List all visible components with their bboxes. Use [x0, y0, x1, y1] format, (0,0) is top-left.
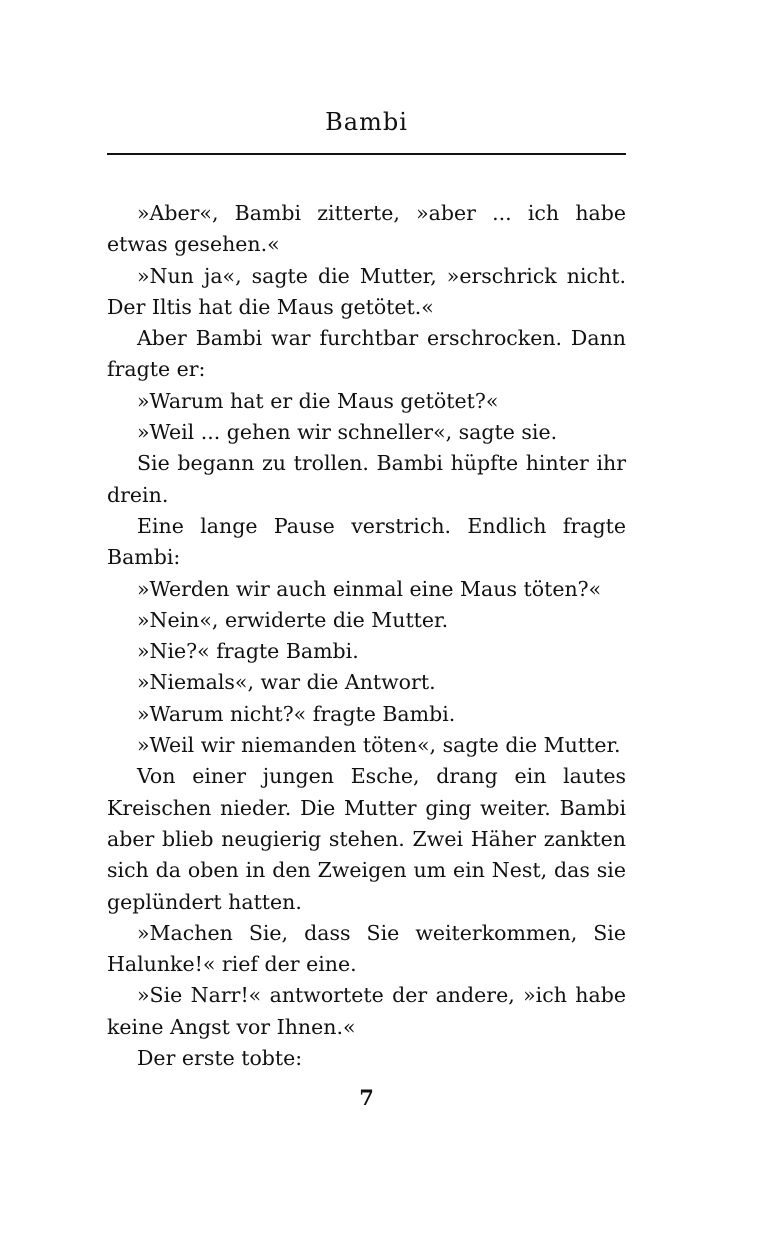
- paragraph: Eine lange Pause verstrich. Endlich fragte Bambi:: [107, 513, 626, 570]
- paragraph: Der erste tobte:: [137, 1046, 303, 1071]
- paragraph: »Weil ... gehen wir schneller«, sagte sie.: [137, 420, 558, 445]
- body-text: [107, 198, 626, 1074]
- paragraph: »Aber«, Bambi zitterte, »aber ... ich habe etwas gesehen.«: [107, 201, 626, 257]
- paragraph: Aber Bambi war furchtbar erschrocken. Dann fragte er:: [107, 326, 626, 382]
- paragraph: »Machen Sie, dass Sie weiterkommen, Sie Halunke!« rief der eine.: [107, 920, 626, 977]
- running-head: Bambi: [325, 108, 408, 136]
- paragraph: »Nun ja«, sagte die Mutter, »erschrick nicht. Der Iltis hat die Maus getötet.«: [107, 263, 626, 319]
- paragraph: Sie begann zu trollen. Bambi hüpfte hinter ihr drein.: [107, 451, 626, 507]
- paragraph: »Warum nicht?« fragte Bambi.: [137, 701, 456, 726]
- header-rule: [107, 153, 626, 155]
- paragraph: Von einer jungen Esche, drang ein lautes Kreischen nieder. Die Mutter ging weiter. Bambi aber blieb neugierig stehen. Zwei Häher zankten sich da oben in den Zweigen um ein Nest, das sie geplündert hatten.: [107, 764, 626, 914]
- paragraph: »Nie?« fragte Bambi.: [137, 639, 359, 664]
- paragraph: »Weil wir niemanden töten«, sagte die Mutter.: [137, 733, 621, 758]
- paragraph: »Sie Narr!« antwortete der andere, »ich habe keine Angst vor Ihnen.«: [107, 983, 626, 1039]
- paragraph: »Werden wir auch einmal eine Maus töten?«: [137, 576, 602, 601]
- paragraph: »Niemals«, war die Antwort.: [137, 670, 436, 695]
- paragraph: »Warum hat er die Maus getötet?«: [137, 388, 499, 413]
- page-number: 7: [359, 1085, 374, 1110]
- paragraph: »Nein«, erwiderte die Mutter.: [137, 607, 449, 632]
